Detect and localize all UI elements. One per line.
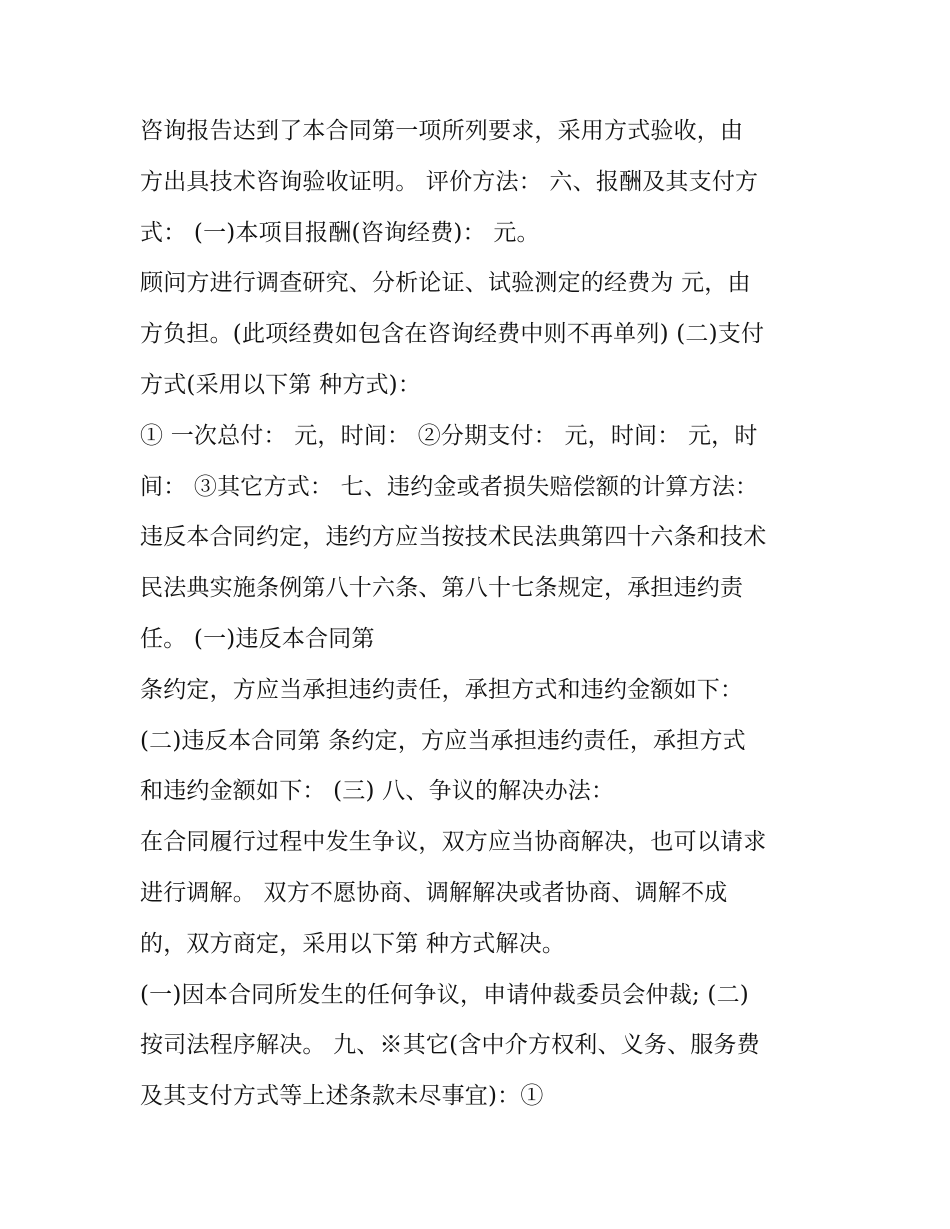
text-line: 在合同履行过程中发生争议，双方应当协商解决，也可以请求 xyxy=(140,829,767,856)
text-line: ① 一次总付： 元，时间： ②分期支付： 元，时间： 元，时 xyxy=(140,422,758,449)
document-body xyxy=(140,106,820,1122)
text-line: 民法典实施条例第八十六条、第八十七条规定，承担违约责 xyxy=(140,575,744,602)
text-line: 按司法程序解决。 九、※其它(含中介方权利、义务、服务费 xyxy=(140,1032,760,1059)
text-line: 顾问方进行调查研究、分析论证、试验测定的经费为 元，由 xyxy=(140,270,751,297)
text-line: 违反本合同约定，违约方应当按技术民法典第四十六条和技术 xyxy=(140,524,767,551)
text-line: 任。 (一)违反本合同第 xyxy=(140,625,375,652)
text-line: (二)违反本合同第 条约定，方应当承担违约责任，承担方式 xyxy=(140,727,746,754)
text-line: 和违约金额如下： (三) 八、争议的解决办法： xyxy=(140,778,615,805)
text-line: 咨询报告达到了本合同第一项所列要求，采用方式验收，由 xyxy=(140,118,744,144)
text-line: 及其支付方式等上述条款未尽事宜)：① xyxy=(140,1083,544,1110)
text-line: 间： ③其它方式： 七、违约金或者损失赔偿额的计算方法： xyxy=(140,473,759,500)
text-line: 进行调解。 双方不愿协商、调解解决或者协商、调解不成 xyxy=(140,879,728,906)
text-line: 的，双方商定，采用以下第 种方式解决。 xyxy=(140,930,566,957)
text-line: 方负担。(此项经费如包含在咨询经费中则不再单列) (二)支付 xyxy=(140,321,765,348)
text-line: 式： (一)本项目报酬(咨询经费)： 元。 xyxy=(140,219,540,246)
text-line: (一)因本合同所发生的任何争议，申请仲裁委员会仲裁; (二) xyxy=(140,981,749,1008)
text-line: 方式(采用以下第 种方式)： xyxy=(140,371,422,398)
text-line: 条约定，方应当承担违约责任，承担方式和违约金额如下： xyxy=(140,676,744,703)
text-line: 方出具技术咨询验收证明。 评价方法： 六、报酬及其支付方 xyxy=(140,168,759,195)
